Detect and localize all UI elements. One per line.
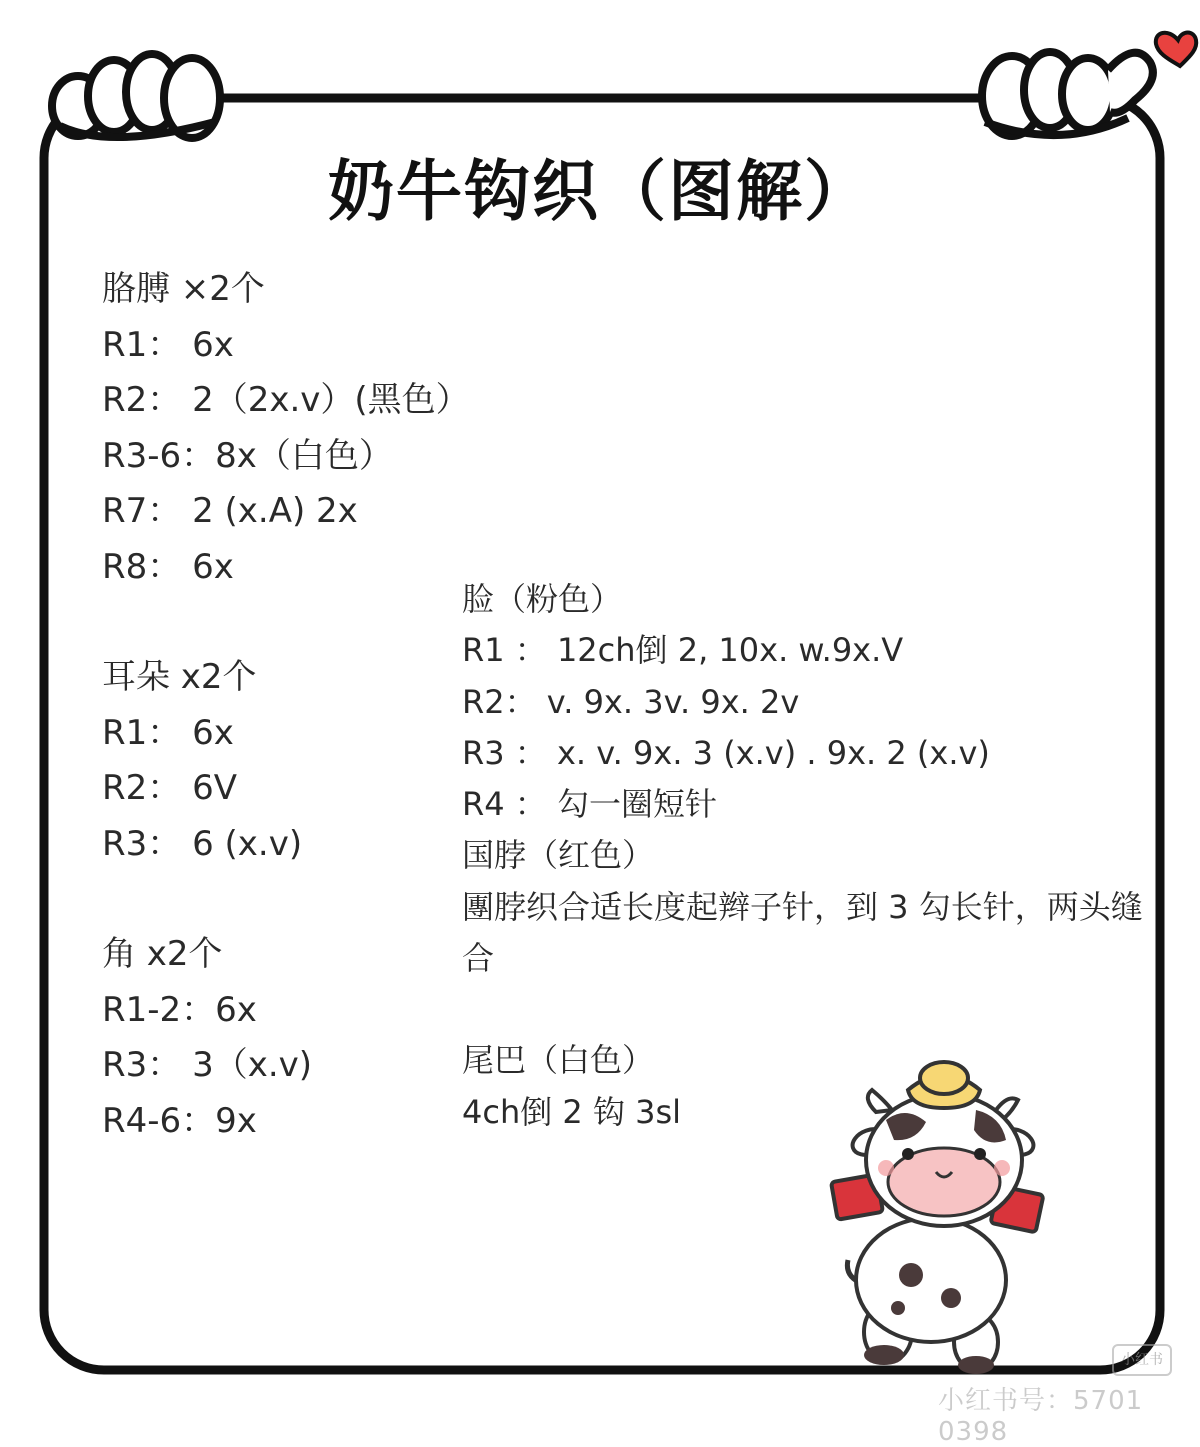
pattern-row: R8： 6x — [102, 546, 234, 587]
scarf-instructions: 團脖织合适长度起辫子针，到 3 勾长针，两头缝合 — [462, 887, 1143, 978]
pattern-row: R3： 6 (x.v) — [102, 823, 303, 864]
pattern-row: 4ch倒 2 钩 3sl — [462, 1092, 682, 1131]
section-heading: 胳膊 ×2个 — [102, 269, 265, 309]
section-heading: 耳朵 x2个 — [102, 657, 257, 697]
pattern-row: R1： 6x — [102, 324, 234, 365]
section-heading: 角 x2个 — [102, 934, 223, 974]
section-heading: 尾巴（白色） — [462, 1041, 655, 1080]
cow-mascot-icon — [826, 1050, 1066, 1380]
section-heading: 国脖（红色） — [462, 836, 655, 875]
pattern-row: R1： 6x — [102, 712, 234, 753]
pattern-row: R2： 6V — [102, 768, 237, 808]
section-scarf — [462, 830, 1152, 984]
pattern-row: R3-6：8x（白色） — [102, 435, 393, 476]
section-heading: 脸（粉色） — [462, 580, 623, 618]
section-face — [462, 574, 1152, 830]
pattern-row: R3 ： x. v. 9x. 3 (x.v) . 9x. 2 (x.v) — [462, 733, 990, 772]
page-title: 奶牛钩织（图解） — [328, 152, 872, 230]
pattern-row: R4 ： 勾一圈短针 — [462, 785, 717, 824]
heart-icon — [1156, 33, 1196, 67]
hand-left-icon — [52, 54, 220, 138]
pattern-row: R2： 2（2x.v）(黑色） — [102, 380, 470, 420]
pattern-row: R1-2：6x — [102, 989, 257, 1030]
pattern-row: R2： v. 9x. 3v. 9x. 2v — [462, 682, 800, 721]
section-arms — [102, 262, 470, 595]
pattern-row: R1 ： 12ch倒 2, 10x. w.9x.V — [462, 631, 904, 670]
watermark-badge: 小红书 — [1112, 1344, 1172, 1376]
watermark-text: 小红书号：5701 0398 — [938, 1386, 1144, 1447]
section-horns — [102, 927, 442, 1149]
pattern-row: R3： 3（x.v) — [102, 1045, 313, 1085]
section-ears — [102, 650, 442, 872]
pattern-row: R7： 2 (x.A) 2x — [102, 491, 358, 531]
left-column — [102, 262, 470, 1149]
pattern-row: R4-6：9x — [102, 1100, 257, 1141]
